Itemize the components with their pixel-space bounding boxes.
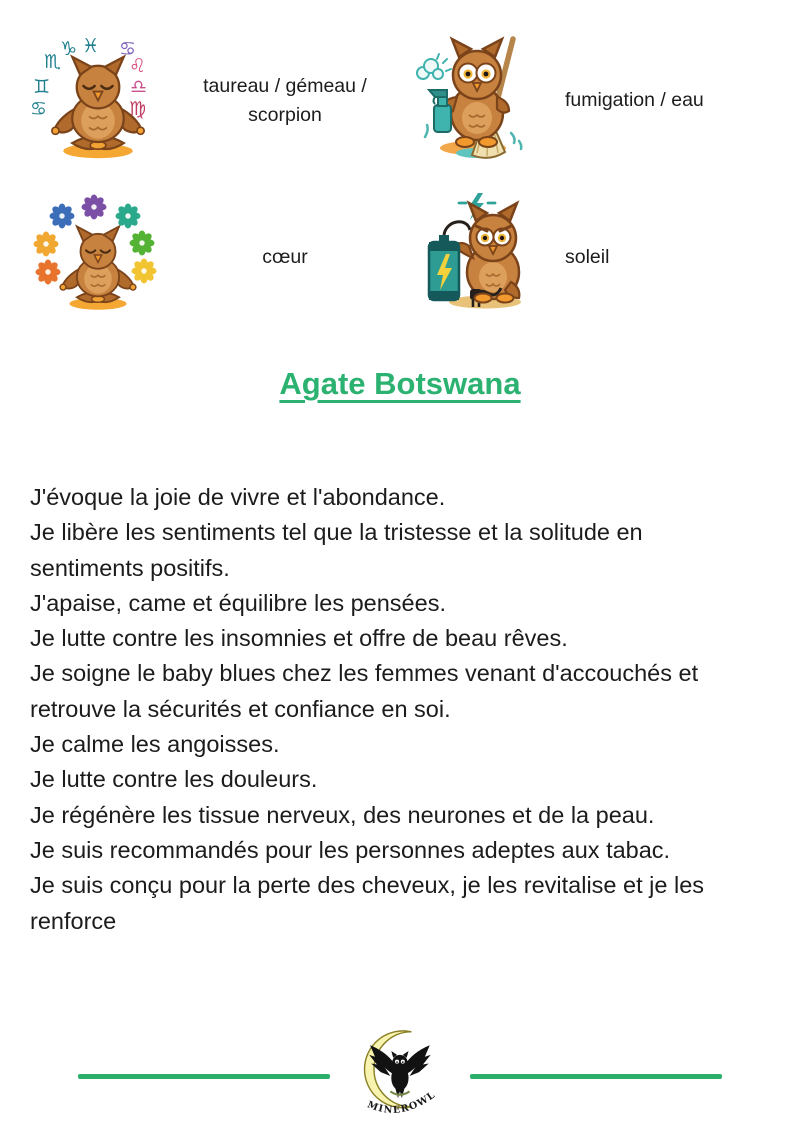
zodiac-symbol: ♏ [44,51,62,73]
body-line: Je soigne le baby blues chez les femmes venant d'accouchés et [30,660,699,687]
body-line: Je libère les sentiments tel que la tristesse et la solitude en [30,519,643,546]
feature-zodiac [0,22,400,179]
feature-grid [0,0,800,336]
owl-chakra-meditation-icon [20,190,170,325]
zodiac-symbol: ♊ [33,76,51,98]
feature-fumigation [400,22,800,179]
body-line: J'apaise, came et équilibre les pensées. [30,589,446,616]
zodiac-symbol: ♑ [60,38,78,60]
body-line: Je régénère les tissue nerveux, des neurones et de la peau. [30,801,655,828]
feature-label-fumigation: fumigation / eau [565,89,704,111]
chakra-flower [116,204,141,229]
owl-battery-charging-icon [415,190,545,325]
owl-zodiac-meditation-icon [20,33,170,168]
footer-right-rule [470,1074,722,1079]
feature-label-soleil: soleil [565,246,610,268]
body-line: sentiments positifs. [30,554,230,581]
logo-wordmark: MINEROWL [365,1089,438,1117]
chakra-flower [36,260,61,285]
feature-label-zodiac: taureau / gémeau / scorpion [203,74,367,126]
zodiac-symbol: ♍ [129,98,147,120]
body-line: J'évoque la joie de vivre et l'abondance. [30,484,446,510]
body-line: Je suis conçu pour la perte des cheveux, je les revitalise et je les [30,872,705,899]
zodiac-symbol: ♓ [82,35,100,57]
chakra-flower [82,195,107,220]
footer-left-rule [78,1074,330,1079]
zodiac-symbol: ♋ [119,38,137,60]
zodiac-symbol: ♋ [30,98,48,120]
minerowl-logo [340,1028,456,1124]
body-line: Je lutte contre les insomnies et offre de beau rêves. [30,625,568,652]
zodiac-symbol: ♎ [130,76,148,98]
footer [0,1028,800,1124]
feature-coeur [0,179,400,336]
body-line: Je suis recommandés pour les personnes adeptes aux tabac. [30,836,671,863]
chakra-flower [34,232,59,257]
chakra-flower [132,259,157,284]
body-line: retrouve la sécurités et confiance en soi. [30,695,451,722]
chakra-flower [50,204,75,229]
laurel-branch-icon [390,1091,409,1094]
feature-soleil [400,179,800,336]
page-title: Agate Botswana [279,366,521,401]
body-line: Je lutte contre les douleurs. [30,766,318,793]
body-line: Je calme les angoisses. [30,731,280,758]
zodiac-symbol: ♌ [129,55,147,77]
owl-cleaning-icon [415,33,545,168]
body-text [30,480,776,939]
chakra-flower [130,231,155,256]
feature-label-coeur: cœur [262,246,308,268]
body-line: renforce [30,907,117,934]
